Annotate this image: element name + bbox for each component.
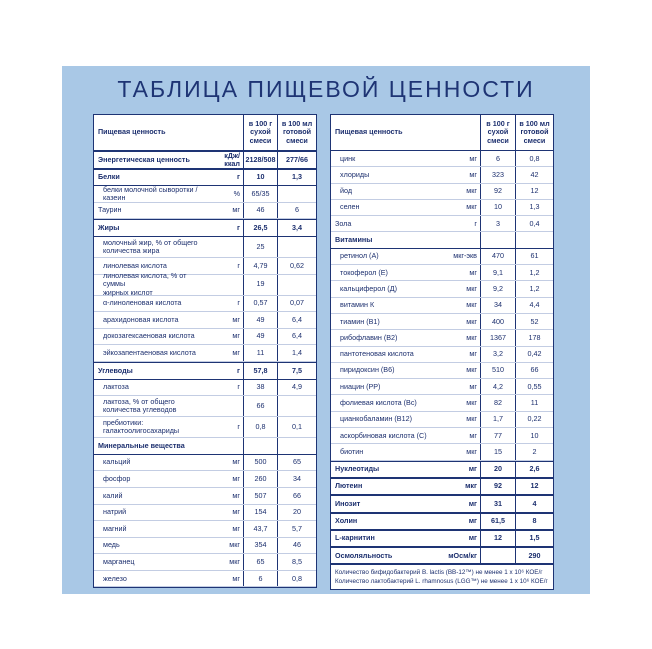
table-row xyxy=(331,547,553,564)
row-unit: мг xyxy=(468,516,477,526)
table-row xyxy=(331,428,553,444)
row-name: токоферол (Е) xyxy=(340,267,388,277)
row-value-ready xyxy=(277,396,316,416)
table-row xyxy=(94,312,316,329)
table-row xyxy=(94,271,316,297)
row-name: аскорбиновая кислота (С) xyxy=(340,430,427,440)
row-name: фосфор xyxy=(103,474,131,483)
row-name: ретинол (А) xyxy=(340,251,379,261)
row-value-dry: 470 xyxy=(480,249,515,264)
header-name: Пищевая ценность xyxy=(335,127,403,137)
row-name: Энергетическая ценность xyxy=(98,154,190,164)
row-value-dry: 9,2 xyxy=(480,281,515,296)
row-value-dry: 46 xyxy=(243,203,277,219)
table-row xyxy=(331,330,553,346)
row-unit: мг xyxy=(469,169,477,179)
row-value-dry: 1,7 xyxy=(480,412,515,427)
row-unit: мг xyxy=(468,464,477,474)
nutrition-table-right xyxy=(330,114,554,590)
table-row xyxy=(94,521,316,538)
row-name: линолевая кислота xyxy=(103,260,167,270)
row-value-ready: 0,07 xyxy=(277,296,316,312)
row-value-ready xyxy=(277,237,316,257)
row-value-dry xyxy=(480,232,515,247)
row-name: витамин К xyxy=(340,300,375,310)
row-unit: мг xyxy=(469,153,477,163)
row-value-dry: 15 xyxy=(480,444,515,459)
table-row xyxy=(331,461,553,478)
row-value-dry: 2128/508 xyxy=(243,152,277,168)
row-value-dry: 4,79 xyxy=(243,258,277,274)
row-unit: мг xyxy=(232,348,240,358)
row-value-ready: 46 xyxy=(277,538,316,554)
row-name: лактоза xyxy=(103,382,129,392)
row-value-dry: 20 xyxy=(480,462,515,477)
row-value-dry: 354 xyxy=(243,538,277,554)
row-value-dry: 31 xyxy=(480,496,515,511)
row-unit: мкг xyxy=(466,398,477,407)
row-name: линолевая кислота, % от суммы жирных кислот xyxy=(103,271,187,297)
row-name: арахидоновая кислота xyxy=(103,314,179,324)
table-row xyxy=(331,513,553,530)
table-row xyxy=(94,417,316,438)
row-name: докозагексаеновая кислота xyxy=(103,331,195,341)
row-value-dry xyxy=(480,548,515,563)
table-row xyxy=(94,538,316,555)
row-unit: мкг xyxy=(466,300,477,310)
row-value-dry: 57,8 xyxy=(243,363,277,379)
table-row xyxy=(94,380,316,397)
table-row xyxy=(331,167,553,183)
table-row xyxy=(331,298,553,314)
table-row xyxy=(94,554,316,571)
row-value-ready: 0,55 xyxy=(515,379,553,394)
row-value-ready: 1,2 xyxy=(515,265,553,280)
row-value-dry: 0,57 xyxy=(243,296,277,312)
row-unit: кДж/ккал xyxy=(224,150,240,168)
row-value-ready: 11 xyxy=(515,395,553,410)
table-row xyxy=(94,296,316,313)
row-value-ready: 8,5 xyxy=(277,554,316,570)
row-value-dry: 260 xyxy=(243,471,277,487)
row-value-ready: 3,4 xyxy=(277,220,316,236)
table-header xyxy=(331,115,553,151)
header-col-ready: в 100 мл готовой смеси xyxy=(277,115,316,150)
row-value-ready: 1,3 xyxy=(277,170,316,186)
row-unit: мг xyxy=(232,457,240,467)
row-value-dry: 10 xyxy=(243,170,277,186)
probiotics-notes xyxy=(331,564,553,589)
table-row xyxy=(94,345,316,362)
table-row xyxy=(331,200,553,216)
table-row xyxy=(331,265,553,281)
row-value-dry: 9,1 xyxy=(480,265,515,280)
table-row xyxy=(94,219,316,237)
row-value-ready: 0,62 xyxy=(277,258,316,274)
table-row xyxy=(331,395,553,411)
row-unit: мкг xyxy=(229,540,240,550)
row-value-dry: 11 xyxy=(243,345,277,361)
table-row xyxy=(331,444,553,460)
header-name: Пищевая ценность xyxy=(98,127,166,137)
row-name: кальций xyxy=(103,457,131,467)
table-row xyxy=(331,379,553,395)
row-value-dry: 6 xyxy=(243,571,277,587)
row-value-ready: 8 xyxy=(515,514,553,529)
row-value-ready: 4 xyxy=(515,496,553,511)
table-row xyxy=(331,151,553,167)
row-value-ready: 0,42 xyxy=(515,347,553,362)
table-row xyxy=(94,488,316,505)
row-value-dry: 25 xyxy=(243,237,277,257)
table-row xyxy=(94,455,316,472)
row-value-ready: 1,4 xyxy=(277,345,316,361)
row-value-ready: 61 xyxy=(515,249,553,264)
row-unit: мг xyxy=(232,523,240,533)
row-name: фолиевая кислота (Вс) xyxy=(340,398,417,407)
row-value-dry: 3 xyxy=(480,216,515,231)
row-value-ready: 2 xyxy=(515,444,553,459)
row-value-ready: 290 xyxy=(515,548,553,563)
row-value-dry: 12 xyxy=(480,531,515,546)
row-value-dry xyxy=(243,438,277,454)
row-value-ready: 10 xyxy=(515,428,553,443)
row-value-ready: 12 xyxy=(515,479,553,494)
row-name: α-линоленовая кислота xyxy=(103,298,182,308)
row-unit: г xyxy=(237,260,240,270)
row-unit: мг xyxy=(469,430,477,440)
row-unit: мг xyxy=(468,498,477,508)
row-value-dry: 0,8 xyxy=(243,417,277,437)
row-value-dry: 26,5 xyxy=(243,220,277,236)
row-unit: г xyxy=(237,172,240,182)
row-name: ниацин (РР) xyxy=(340,381,381,391)
table-row xyxy=(331,216,553,232)
row-value-dry: 49 xyxy=(243,312,277,328)
note-line: Количество лактобактерий L. rhamnosus (LGG™) не менее 1 x 10⁶ КОЕ/г xyxy=(335,578,548,586)
row-value-ready: 65 xyxy=(277,455,316,471)
row-value-dry: 154 xyxy=(243,505,277,521)
row-name: Инозит xyxy=(335,498,361,508)
row-value-ready: 42 xyxy=(515,167,553,182)
row-value-ready: 34 xyxy=(277,471,316,487)
row-name: калий xyxy=(103,490,123,500)
row-value-ready: 12 xyxy=(515,184,553,199)
table-row xyxy=(94,169,316,187)
row-unit: мкг xyxy=(466,446,477,456)
row-name: биотин xyxy=(340,446,364,456)
row-name: Нуклеотиды xyxy=(335,464,380,474)
nutrition-table-left xyxy=(93,114,317,588)
row-unit: мг xyxy=(232,573,240,583)
row-unit: г xyxy=(237,298,240,308)
row-unit: мкг-экв xyxy=(453,251,477,261)
row-name: Витамины xyxy=(335,235,373,245)
row-value-ready xyxy=(277,275,316,295)
row-unit: мг xyxy=(232,490,240,500)
row-name: пиридоксин (В6) xyxy=(340,365,395,375)
row-value-dry: 49 xyxy=(243,329,277,345)
row-name: Белки xyxy=(98,172,120,182)
row-unit: мкг xyxy=(466,365,477,375)
row-name: Зола xyxy=(335,218,352,228)
row-name: L-карнитин xyxy=(335,533,375,543)
row-unit: мкг xyxy=(465,481,477,491)
row-name: кальциферол (Д) xyxy=(340,283,397,293)
table-row xyxy=(331,412,553,428)
row-name: Жиры xyxy=(98,223,120,233)
page-title: ТАБЛИЦА ПИЩЕВОЙ ЦЕННОСТИ xyxy=(117,76,535,102)
row-name: Углеводы xyxy=(98,365,133,375)
row-value-ready xyxy=(277,186,316,202)
row-value-ready: 2,6 xyxy=(515,462,553,477)
table-row xyxy=(94,186,316,203)
row-value-ready: 0,8 xyxy=(277,571,316,587)
table-row xyxy=(94,438,316,455)
row-unit: мкг xyxy=(229,556,240,566)
row-value-ready: 66 xyxy=(277,488,316,504)
row-value-dry: 65/35 xyxy=(243,186,277,202)
table-row xyxy=(331,232,553,248)
table-row xyxy=(331,184,553,200)
row-value-dry: 3,2 xyxy=(480,347,515,362)
row-unit: г xyxy=(237,382,240,392)
row-name: лактоза, % от общего количества углеводов xyxy=(103,396,177,415)
row-value-dry: 510 xyxy=(480,363,515,378)
row-unit: мкг xyxy=(466,414,477,424)
row-name: молочный жир, % от общего количества жира xyxy=(103,237,198,255)
row-name: пантотеновая кислота xyxy=(340,349,414,359)
row-unit: г xyxy=(237,365,240,375)
header-col-dry: в 100 г сухой смеси xyxy=(243,115,277,150)
row-value-dry: 1367 xyxy=(480,330,515,345)
row-value-dry: 500 xyxy=(243,455,277,471)
row-value-ready: 277/66 xyxy=(277,152,316,168)
row-unit: мкг xyxy=(466,316,477,326)
row-value-ready: 178 xyxy=(515,330,553,345)
row-name: Таурин xyxy=(98,205,122,215)
row-value-dry: 507 xyxy=(243,488,277,504)
table-row xyxy=(94,329,316,346)
row-name: цианкобаламин (В12) xyxy=(340,414,412,424)
table-row xyxy=(94,362,316,380)
header-col-ready: в 100 мл готовой смеси xyxy=(515,115,553,150)
note-line: Количество бифидобактерий B. lactis (BB-12™) не менее 1 x 10⁶ КОЕ/г xyxy=(335,569,543,577)
row-value-ready: 20 xyxy=(277,505,316,521)
row-value-dry: 77 xyxy=(480,428,515,443)
row-name: эйкозапентаеновая кислота xyxy=(103,348,196,358)
row-value-ready: 4,4 xyxy=(515,298,553,313)
row-value-ready: 7,5 xyxy=(277,363,316,379)
row-value-dry: 400 xyxy=(480,314,515,329)
row-value-ready: 1,2 xyxy=(515,281,553,296)
row-value-dry: 38 xyxy=(243,380,277,396)
row-name: Лютеин xyxy=(335,481,363,491)
table-row xyxy=(94,151,316,169)
table-row xyxy=(331,347,553,363)
row-value-ready: 6,4 xyxy=(277,329,316,345)
row-unit: мг xyxy=(469,349,477,359)
table-row xyxy=(331,530,553,547)
row-value-ready: 1,5 xyxy=(515,531,553,546)
table-row xyxy=(331,314,553,330)
row-value-dry: 323 xyxy=(480,167,515,182)
row-name: Осмоляльность xyxy=(335,550,393,560)
row-value-dry: 61,5 xyxy=(480,514,515,529)
row-value-ready: 0,22 xyxy=(515,412,553,427)
row-unit: мг xyxy=(469,267,477,277)
row-value-dry: 6 xyxy=(480,151,515,166)
row-value-dry: 92 xyxy=(480,479,515,494)
table-row xyxy=(331,281,553,297)
row-name: хлориды xyxy=(340,169,370,179)
table-row xyxy=(331,363,553,379)
row-unit: мг xyxy=(232,474,240,483)
row-value-ready: 0,4 xyxy=(515,216,553,231)
table-row xyxy=(94,237,316,258)
row-unit: % xyxy=(233,188,240,198)
header-col-dry: в 100 г сухой смеси xyxy=(480,115,515,150)
row-name: натрий xyxy=(103,507,127,517)
row-name: медь xyxy=(103,540,120,550)
row-value-dry: 66 xyxy=(243,396,277,416)
row-value-ready: 0,1 xyxy=(277,417,316,437)
row-unit: г xyxy=(237,223,240,233)
row-unit: мг xyxy=(232,205,240,215)
row-value-ready: 66 xyxy=(515,363,553,378)
table-row xyxy=(331,249,553,265)
row-value-ready xyxy=(277,438,316,454)
table-row xyxy=(94,505,316,522)
row-name: йод xyxy=(340,186,353,196)
row-name: железо xyxy=(103,573,127,583)
row-value-ready: 1,3 xyxy=(515,200,553,215)
row-value-dry: 65 xyxy=(243,554,277,570)
row-unit: мкг xyxy=(466,332,477,342)
row-unit: мОсм/кг xyxy=(448,550,477,560)
row-unit: мкг xyxy=(466,202,477,212)
row-unit: мг xyxy=(232,507,240,517)
row-name: белки молочной сыворотки / казеин xyxy=(103,184,198,202)
table-row xyxy=(94,396,316,417)
table-row xyxy=(94,471,316,488)
row-unit: мг xyxy=(469,381,477,391)
row-value-ready: 4,9 xyxy=(277,380,316,396)
row-unit: мкг xyxy=(466,283,477,293)
row-unit: мг xyxy=(468,533,477,543)
table-row xyxy=(94,571,316,588)
row-unit: мг xyxy=(232,331,240,341)
row-value-ready xyxy=(515,232,553,247)
row-value-ready: 6 xyxy=(277,203,316,219)
row-value-ready: 0,8 xyxy=(515,151,553,166)
row-value-dry: 4,2 xyxy=(480,379,515,394)
row-name: пребиотики: галактоолигосахариды xyxy=(103,417,180,436)
row-value-dry: 82 xyxy=(480,395,515,410)
row-value-dry: 10 xyxy=(480,200,515,215)
row-value-dry: 34 xyxy=(480,298,515,313)
row-name: рибофлавин (В2) xyxy=(340,332,398,342)
table-row xyxy=(94,203,316,220)
row-value-dry: 92 xyxy=(480,184,515,199)
row-unit: г xyxy=(237,422,240,432)
row-name: Холин xyxy=(335,516,358,526)
table-row xyxy=(331,495,553,512)
row-name: магний xyxy=(103,523,127,533)
row-name: марганец xyxy=(103,556,135,566)
row-value-dry: 43,7 xyxy=(243,521,277,537)
row-value-ready: 5,7 xyxy=(277,521,316,537)
row-name: цинк xyxy=(340,153,356,163)
row-value-ready: 6,4 xyxy=(277,312,316,328)
row-unit: мг xyxy=(232,314,240,324)
row-value-ready: 52 xyxy=(515,314,553,329)
row-name: селен xyxy=(340,202,360,212)
row-unit: мкг xyxy=(466,186,477,196)
row-unit: г xyxy=(474,218,477,228)
row-name: Минеральные вещества xyxy=(98,440,185,450)
table-row xyxy=(331,478,553,495)
row-name: тиамин (В1) xyxy=(340,316,380,326)
row-value-dry: 19 xyxy=(243,275,277,295)
table-header xyxy=(94,115,316,151)
